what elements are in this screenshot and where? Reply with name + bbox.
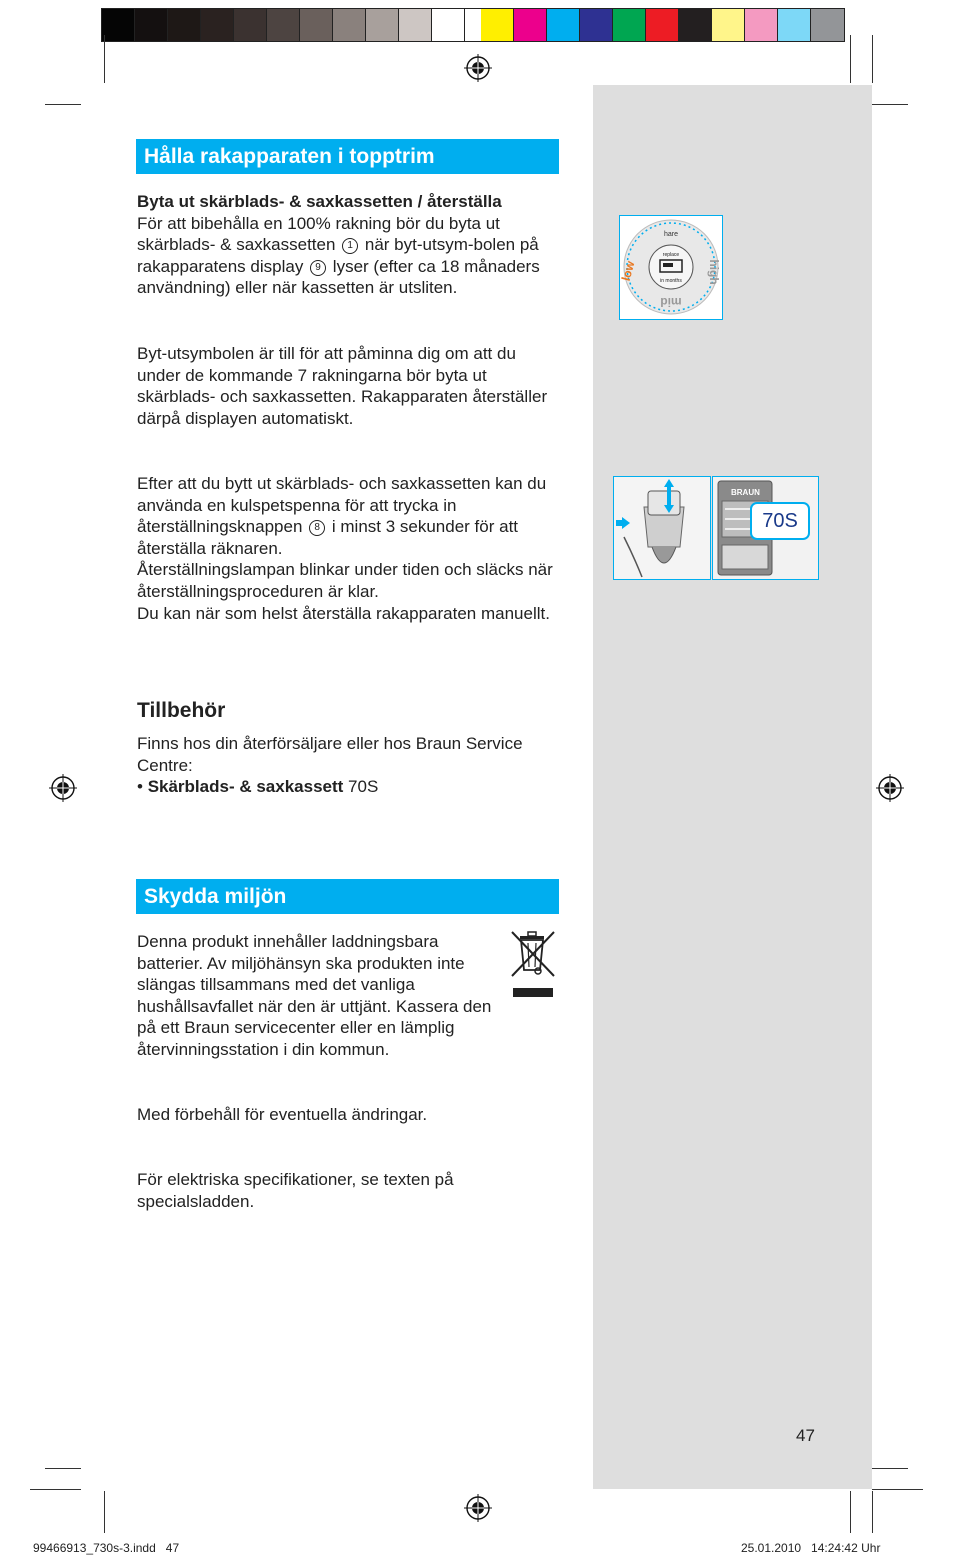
dial-label-bottom: mid (660, 295, 682, 309)
crop-mark (872, 35, 873, 83)
accessories-item (137, 776, 537, 798)
color-swatch (201, 9, 234, 41)
p3-text-d: Du kan när som helst återställa rakapparaten manuellt. (137, 603, 550, 623)
dial-label-left: low (620, 259, 638, 283)
color-swatch (135, 9, 168, 41)
section-heading-environment: Skydda miljön (136, 879, 559, 914)
maintenance-text (137, 191, 559, 299)
color-calibration-bar (101, 8, 845, 42)
cassette-reset-figure (613, 476, 711, 580)
color-swatch (580, 9, 613, 41)
crop-mark (104, 1491, 105, 1533)
environment-paragraph-3: För elektriska specifikationer, se texten på specialsladden. (137, 1170, 454, 1211)
p3-text-a: Efter att du bytt ut skärblads- och saxkassetten kan du använda en kulspetspenna för att trycka in återställningsknappen (137, 474, 547, 537)
footer-file-info: 99466913_730s-3.indd 47 (33, 1541, 180, 1555)
color-swatch (300, 9, 333, 41)
callout-number: 1 (342, 238, 358, 254)
crop-mark (872, 1491, 873, 1533)
registration-mark (464, 54, 492, 82)
accessory-code: 70S (348, 777, 379, 797)
color-swatch (679, 9, 712, 41)
color-swatch (102, 9, 135, 41)
color-swatch (267, 9, 300, 41)
callout-number: 8 (309, 520, 325, 536)
color-swatch (481, 9, 514, 41)
crop-mark (45, 1468, 81, 1469)
callout-number: 9 (310, 260, 326, 276)
maintenance-paragraph-1 (137, 213, 559, 299)
crop-mark (850, 1491, 851, 1533)
color-swatch (745, 9, 778, 41)
p3-text-b: i minst 3 sekunder för att återställa räknaren. (137, 517, 519, 558)
dial-label-top: hare (663, 231, 679, 238)
accessory-name: Skärblads- & saxkassett (147, 777, 344, 797)
crop-mark (104, 35, 105, 83)
crop-mark (850, 35, 851, 83)
cassette-code-badge (750, 502, 810, 540)
color-swatch (646, 9, 679, 41)
color-swatch (399, 9, 432, 41)
pack-brand-label: BRAUN (731, 488, 760, 497)
crossed-out-bin-icon (508, 928, 558, 1000)
crop-mark (872, 1468, 908, 1469)
page-number: 47 (796, 1426, 815, 1445)
p1-text-a: För att bibehålla en 100% rakning bör du byta ut skärblads- & saxkassetten (137, 213, 500, 255)
color-swatch (547, 9, 580, 41)
crop-mark (872, 1489, 923, 1490)
display-replace-figure (619, 215, 723, 320)
maintenance-paragraph-3 (137, 473, 557, 624)
color-swatch (234, 9, 267, 41)
color-swatch (712, 9, 745, 41)
p1-text-c: lyser (efter ca 18 månaders användning) eller när kassetten är utsliten. (137, 256, 540, 298)
environment-paragraph-2: Med förbehåll för eventuella ändringar. (137, 1105, 428, 1124)
color-swatch (811, 9, 844, 41)
color-swatch (514, 9, 547, 41)
dial-center-bottom: in months (660, 278, 682, 284)
registration-mark (876, 774, 904, 802)
color-swatch (168, 9, 201, 41)
maintenance-subheading: Byta ut skärblads- & saxkassetten / återställa (137, 192, 502, 211)
color-swatch (432, 9, 465, 41)
color-swatch (366, 9, 399, 41)
crop-mark (872, 104, 908, 105)
environment-paragraph-1: Denna produkt innehåller laddningsbara batterier. Av miljöhänsyn ska produkten inte slängas tillsammans med det vanliga hushållsavfallet när den är uttjänt. Kassera den på ett Braun servicecenter eller en lämplig återvinningsstation i din kommun. (137, 932, 492, 1059)
bullet: • (137, 777, 143, 797)
cassette-code-label: 70S (762, 510, 798, 532)
crop-mark (45, 104, 81, 105)
replace-dial-illustration (620, 216, 722, 319)
color-swatch (333, 9, 366, 41)
dial-label-right: high (707, 259, 721, 285)
p3-text-c: Återställningslampan blinkar under tiden och släcks när återställningsproceduren är klar. (137, 560, 553, 601)
maintenance-paragraph-2: Byt-utsymbolen är till för att påminna dig om att du under de kommande 7 rakningarna bör byta ut skärblads- och saxkassetten. Rakapparaten återställer därpå displayen automatiskt. (137, 344, 548, 428)
color-swatch (778, 9, 811, 41)
accessories-text (137, 733, 537, 798)
registration-mark (49, 774, 77, 802)
accessories-intro: Finns hos din återförsäljare eller hos Braun Service Centre: (137, 734, 523, 775)
crop-mark (30, 1489, 81, 1490)
section-heading-maintenance: Hålla rakapparaten i topptrim (136, 139, 559, 174)
color-swatch (613, 9, 646, 41)
footer-timestamp: 25.01.2010 14:24:42 Uhr (741, 1541, 881, 1555)
p1-text-b: när byt-utsym-bolen på rakapparatens display (137, 235, 539, 276)
accessories-heading: Tillbehör (137, 699, 226, 722)
dial-center-top: replace (662, 252, 680, 258)
shaver-head-illustration (614, 477, 710, 579)
registration-mark (464, 1494, 492, 1522)
